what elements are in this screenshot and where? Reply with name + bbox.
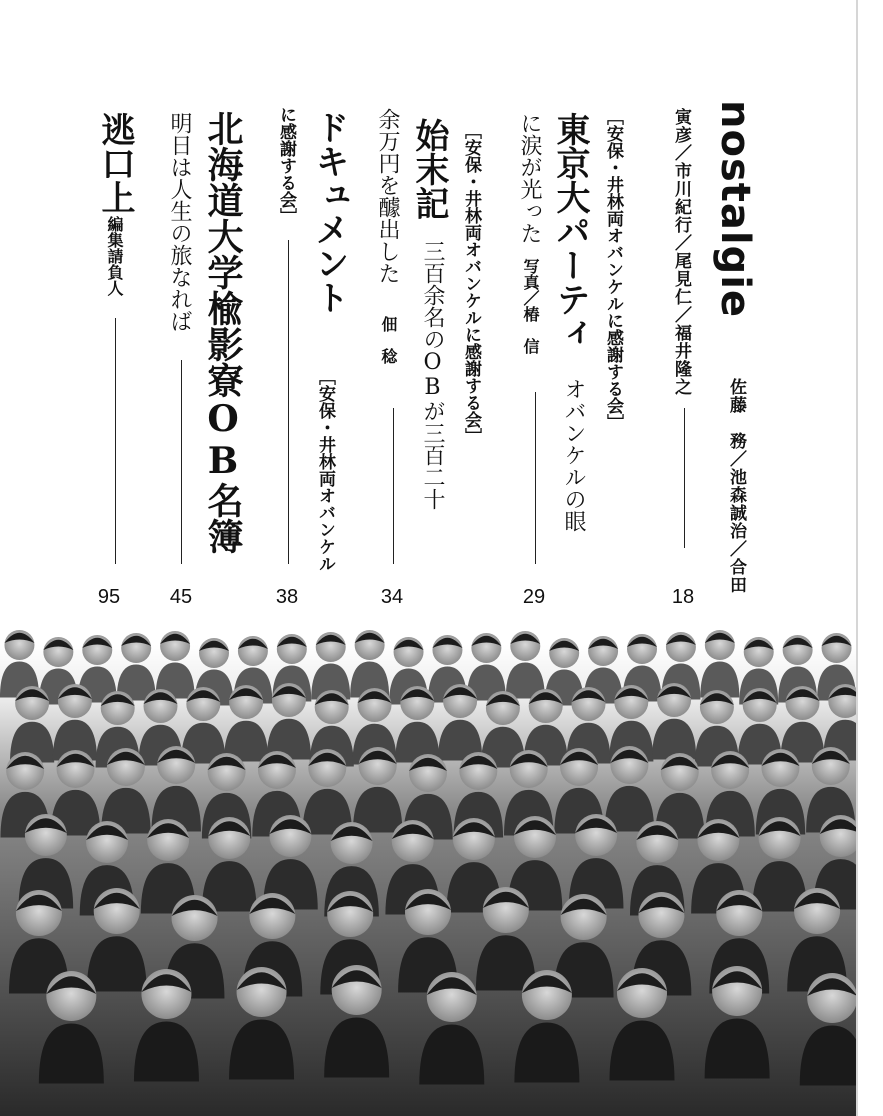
entry-title-nostalgie: nostalgie [712, 100, 758, 319]
leader-line [115, 318, 116, 564]
entry-subtitle-line2: に涙が光った [517, 112, 542, 244]
page-number: 29 [522, 586, 546, 608]
entry-author: 佃 稔 [379, 316, 398, 364]
leader-line [288, 240, 289, 564]
entry-title-ob-roster: 北海道大学楡影寮OB名簿 [202, 110, 244, 554]
page-number: 18 [671, 586, 695, 608]
entry-bracket-note: ［安保・井林両オバンケルに感謝する会］ [603, 108, 623, 431]
entry-subtitle-line2: 余万円を醵出した [375, 108, 400, 284]
entry-title-document: ドキュメント [309, 110, 349, 314]
group-photo [0, 605, 856, 1116]
leader-line [684, 408, 685, 548]
entry-authors-line1: 寅彦／市川紀行／尾見仁／福井隆之 [671, 108, 691, 396]
leader-line [393, 408, 394, 564]
page-number: 95 [97, 586, 121, 608]
entry-subtitle-tail: オバンケルの眼 [561, 378, 586, 532]
leader-line [535, 392, 536, 564]
entry-author: 編集請負人 [105, 216, 124, 296]
page-number: 45 [169, 586, 193, 608]
page-gutter [856, 0, 858, 1116]
entry-subtitle: 三百余名のOBが三百二十 [420, 240, 445, 510]
entry-title-tokyo-party: 東京大パーティ [550, 112, 590, 350]
page-number: 38 [275, 586, 299, 608]
page-number: 34 [380, 586, 404, 608]
entry-photo-credit: 写真／椿 信 [521, 258, 540, 354]
entry-bracket-prefix: に感謝する会］ [276, 106, 296, 225]
entry-bracket-note: ［安保・井林両オバンケルに感謝する会］ [461, 122, 481, 445]
entry-authors-line2: 佐藤 務／池森誠治／合田 [726, 378, 746, 594]
entry-subtitle: 明日は人生の旅なれば [167, 112, 192, 332]
leader-line [181, 360, 182, 564]
entry-title-nigekojo: 逃口上 [95, 112, 135, 214]
entry-bracket-note: ［安保・井林両オバンケル [315, 368, 335, 572]
entry-title-shimatsuki: 始末記 [409, 118, 449, 220]
